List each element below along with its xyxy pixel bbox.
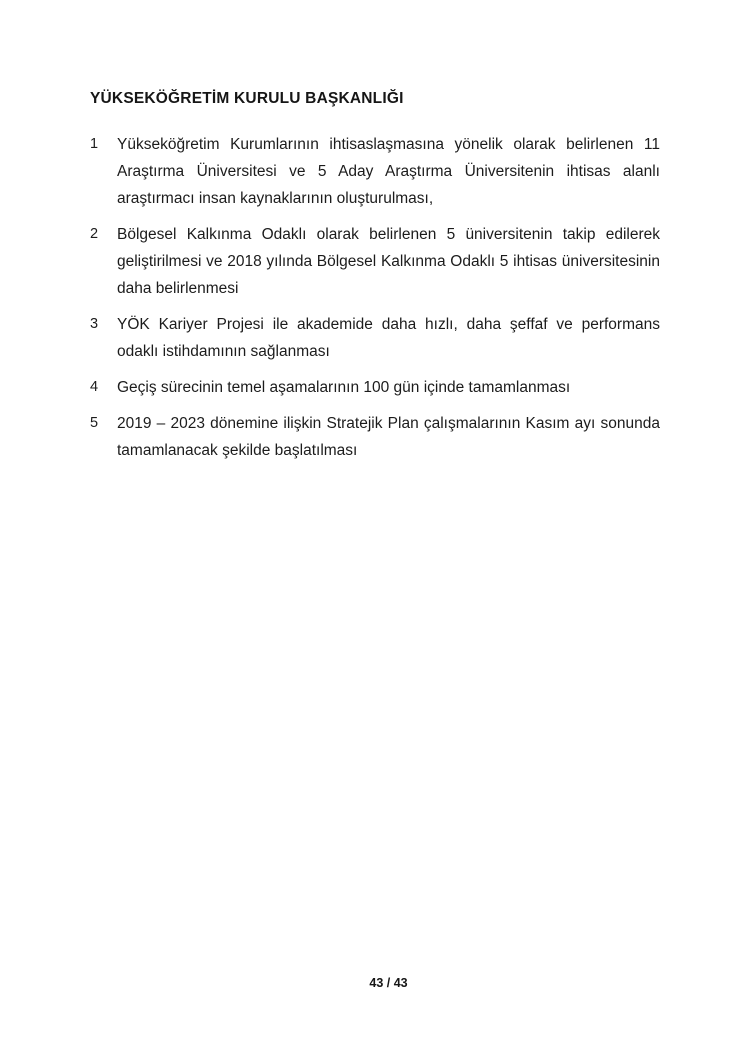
list-item-text: YÖK Kariyer Projesi ile akademide daha hızlı, daha şeffaf ve performans odaklı istihdamının sağlanması (117, 316, 660, 360)
document-body (90, 90, 660, 473)
list-item (90, 410, 660, 464)
list-item-number: 4 (90, 379, 99, 395)
page-title: YÜKSEKÖĞRETİM KURULU BAŞKANLIĞI (90, 90, 404, 107)
list-item-number: 2 (90, 226, 99, 242)
list-item-text: Geçiş sürecinin temel aşamalarının 100 gün içinde tamamlanması (117, 379, 571, 396)
list-item-number: 3 (90, 316, 99, 332)
list-item-text: 2019 – 2023 dönemine ilişkin Stratejik Plan çalışmalarının Kasım ayı sonunda tamamlanacak şekilde başlatılması (117, 415, 660, 459)
list-item-number: 5 (90, 415, 99, 431)
list-item (90, 311, 660, 365)
page-number-indicator: 43 / 43 (369, 976, 408, 990)
list-item (90, 374, 660, 401)
list-item-text: Bölgesel Kalkınma Odaklı olarak belirlenen 5 üniversitenin takip edilerek geliştirilmesi ve 2018 yılında Bölgesel Kalkınma Odaklı 5 ihtisas üniversitesinin daha belirlenmesi (117, 226, 660, 297)
list-item-text: Yükseköğretim Kurumlarının ihtisaslaşmasına yönelik olarak belirlenen 11 Araştırma Üniversitesi ve 5 Aday Araştırma Üniversitenin ihtisas alanlı araştırmacı insan kaynaklarının oluşturulması, (117, 136, 660, 207)
list-item-number: 1 (90, 136, 99, 152)
list-item (90, 221, 660, 302)
list-item (90, 131, 660, 212)
